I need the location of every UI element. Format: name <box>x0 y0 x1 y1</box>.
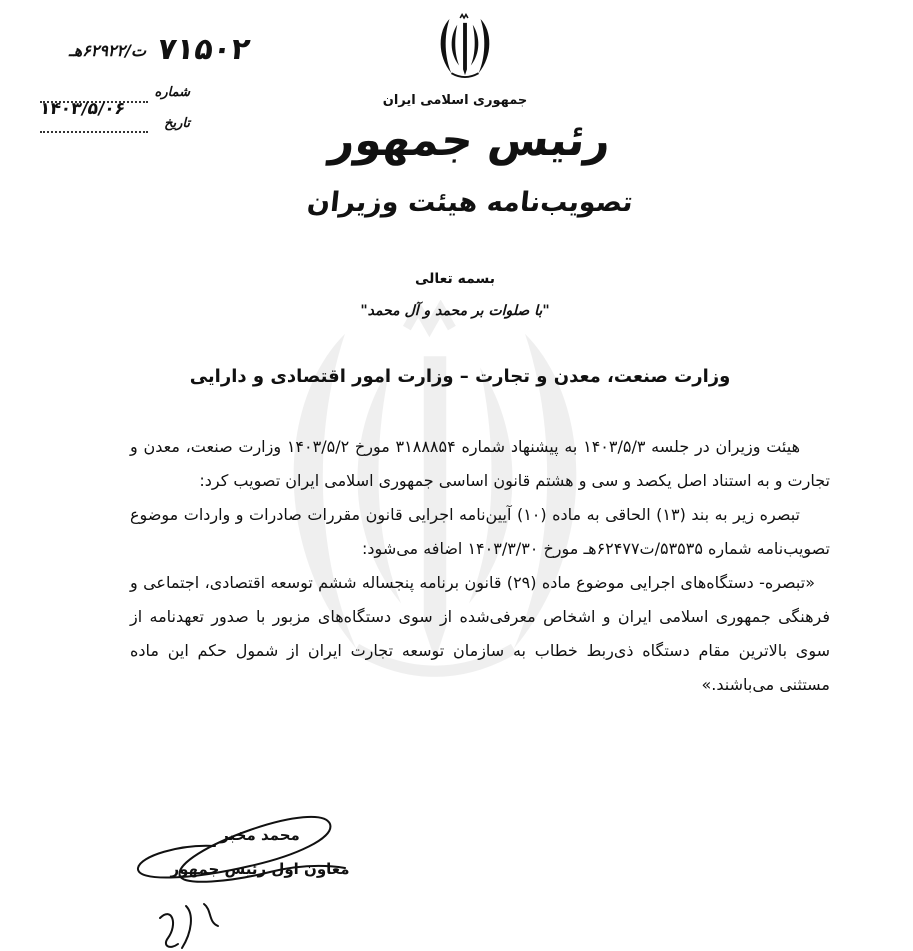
decree-body <box>130 430 830 702</box>
country-name: جمهوری اسلامی ایران <box>382 93 528 108</box>
salutation: "با صلوات بر محمد و آل محمد" <box>360 303 550 319</box>
date-dotted-line <box>40 131 148 133</box>
body-paragraph: هیئت وزیران در جلسه ۱۴۰۳/۵/۳ به پیشنهاد شماره ۳۱۸۸۸۵۴ مورخ ۱۴۰۳/۵/۲ وزارت صنعت، معدن و تجارت و به استناد اصل یکصد و سی و هشتم قانون اساسی جمهوری اسلامی ایران تصویب کرد: <box>130 437 830 490</box>
date-label: تاریخ <box>164 116 190 131</box>
reference-number-handwritten: ۷۱۵۰۲ <box>155 32 253 67</box>
iran-emblem-icon <box>434 12 496 84</box>
number-label: شماره <box>154 85 190 100</box>
document-type: تصویب‌نامه هیئت وزیران <box>305 187 635 218</box>
body-paragraph: تبصره زیر به بند (۱۳) الحاقی به ماده (۱۰) آیین‌نامه اجرایی قانون مقررات صادرات و واردات موضوع تصویب‌نامه شماره ۵۳۵۳۵/ت۶۲۴۷۷هـ مورخ ۱۴۰۳/۳/۳۰ اضافه می‌شود: <box>130 505 830 558</box>
office-title: رئیس جمهور <box>327 115 613 166</box>
addressees-heading: وزارت صنعت، معدن و تجارت – وزارت امور اقتصادی و دارایی <box>189 366 731 387</box>
signatory-title: معاون اول رئیس جمهور <box>170 860 350 878</box>
handwritten-signature-icon <box>120 806 360 951</box>
date-handwritten: ۱۴۰۳/۵/۰۶ <box>38 99 127 119</box>
body-paragraph-quoted-note: «تبصره- دستگاه‌های اجرایی موضوع ماده (۲۹) قانون برنامه پنجساله ششم توسعه اقتصادی، اجتماعی و فرهنگی جمهوری اسلامی ایران و اشخاص معرفی‌شده از سوی دستگاه‌های مزبور با صدور تعهدنامه از سوی بالاترین مقام دستگاه ذی‌ربط خطاب به سازمان توسعه تجارت ایران از شمول حکم این ماده مستثنی می‌باشند.» <box>130 573 830 694</box>
reference-number-printed: ت/۶۲۹۲۲هـ <box>69 41 146 60</box>
signatory-name: محمد مخبر <box>220 826 300 844</box>
invocation: بسمه تعالی <box>414 271 496 287</box>
